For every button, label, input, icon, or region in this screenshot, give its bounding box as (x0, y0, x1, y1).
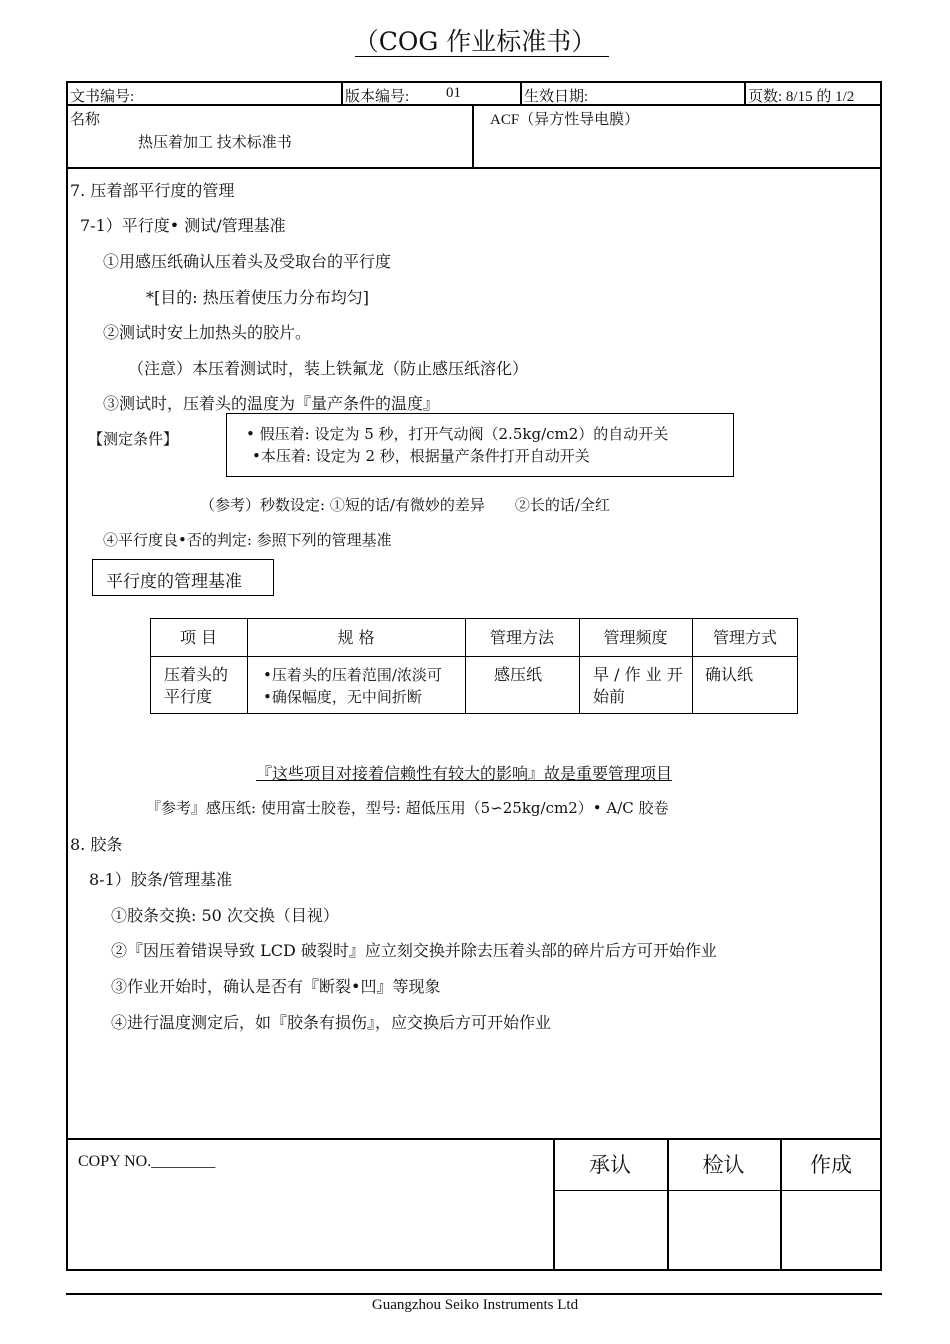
version-label: 版本编号: (345, 89, 410, 105)
table-header-spec: 规 格 (337, 628, 375, 647)
section8-item1: ①胶条交换: 50 次交换（目视） (111, 906, 339, 925)
section7-item1: ①用感压纸确认压着头及受取台的平行度 (103, 252, 392, 271)
create-label: 作成 (810, 1153, 852, 1177)
criteria-box-label: 平行度的管理基准 (106, 572, 242, 592)
table-cell-method: 感压纸 (494, 665, 543, 684)
section8-item4: ④进行温度测定后，如『胶条有损伤』，应交换后方可开始作业 (111, 1013, 552, 1032)
copy-no: COPY NO.________ (78, 1153, 216, 1170)
condition-label: 【测定条件】 (88, 430, 179, 448)
approve-label: 承认 (589, 1153, 631, 1177)
table-header-item: 项 目 (179, 628, 218, 647)
section7-item2: ②测试时安上加热头的胶片。 (103, 323, 312, 342)
table-cell-mode: 确认纸 (705, 665, 754, 684)
important-note: 『这些项目对接着信赖性有较大的影响』故是重要管理项目 (256, 764, 673, 783)
table-header-frequency: 管理频度 (603, 628, 668, 647)
header-bottom-divider (66, 167, 882, 169)
section7-subheading: 7-1）平行度• 测试/管理基准 (80, 216, 286, 235)
section7-item1-note: *[目的: 热压着使压力分布均匀] (146, 288, 369, 307)
condition-line-1: • 假压着: 设定为 5 秒，打开气动阀（2.5kg/cm2）的自动开关 (246, 425, 669, 443)
table-cell-item-line2: 平行度 (164, 687, 213, 706)
name-label: 名称 (70, 112, 101, 128)
name-value: 热压着加工 技术标准书 (138, 135, 292, 151)
check-label: 检认 (702, 1153, 745, 1177)
page-label: 页数: 8/15 的 1/2 (748, 89, 855, 105)
section8-heading: 8. 胶条 (70, 835, 123, 854)
doc-no-label: 文书编号: (70, 89, 135, 105)
table-cell-frequency-line2: 始前 (593, 687, 626, 706)
material-value: ACF（异方性导电膜） (490, 112, 640, 128)
section8-item3: ③作业开始时，确认是否有『断裂•凹』等现象 (111, 977, 441, 996)
table-header-method: 管理方法 (489, 628, 554, 647)
footer-top-divider (66, 1138, 882, 1140)
table-cell-spec-line1: •压着头的压着范围/浓淡可 (263, 666, 442, 684)
section7-heading: 7. 压着部平行度的管理 (70, 181, 235, 200)
table-cell-frequency-line1: 早 / 作 业 开 (593, 665, 683, 684)
section8-subheading: 8-1）胶条/管理基准 (89, 870, 233, 889)
table-cell-spec-line2: •确保幅度，无中间折断 (263, 688, 422, 706)
title-underline (355, 56, 609, 57)
condition-line-2: •本压着: 设定为 2 秒，根据量产条件打开自动开关 (252, 447, 590, 465)
section8-item2: ②『因压着错误导致 LCD 破裂时』应立刻交换并除去压着头部的碎片后方可开始作业 (111, 941, 717, 960)
effective-date-label: 生效日期: (524, 89, 589, 105)
table-header-mode: 管理方式 (712, 628, 777, 647)
table-cell-item-line1: 压着头的 (164, 665, 229, 684)
company-name: Guangzhou Seiko Instruments Ltd (371, 1297, 579, 1313)
section7-item2-note: （注意）本压着测试时，装上铁氟龙（防止感压纸溶化） (128, 359, 529, 378)
reference-note: （参考）秒数设定: ①短的话/有微妙的差异 ②长的话/全红 (200, 496, 610, 514)
header-sep-3 (744, 81, 746, 105)
version-value: 01 (446, 85, 461, 101)
company-rule (66, 1293, 882, 1295)
reference-paper-note: 『参考』感压纸: 使用富士胶卷，型号: 超低压用（5∽25kg/cm2）• A/C 胶卷 (146, 799, 669, 817)
footer-signature-divider (553, 1190, 882, 1191)
header-sep-1 (341, 81, 343, 105)
name-sep (472, 104, 474, 168)
section7-item3: ③测试时，压着头的温度为『量产条件的温度』 (103, 394, 440, 413)
document-title: （COG 作业标准书） (353, 27, 597, 56)
section7-item4: ④平行度良•否的判定: 参照下列的管理基准 (103, 531, 392, 549)
header-sep-2 (520, 81, 522, 105)
